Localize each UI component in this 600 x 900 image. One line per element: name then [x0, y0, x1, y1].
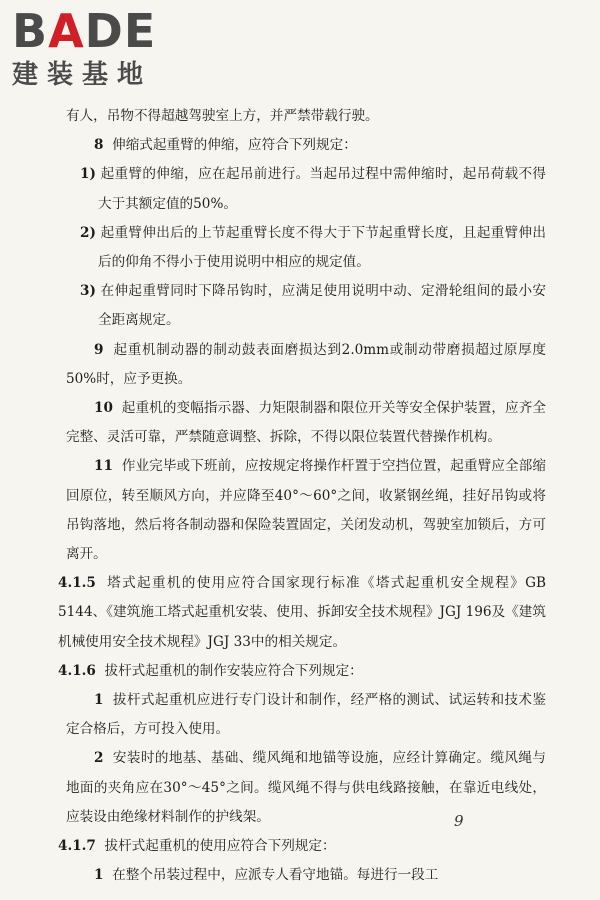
bade-logo	[12, 6, 187, 92]
document-body	[58, 102, 547, 890]
section-4-1-6: 4.1.6 拔杆式起重机的制作安装应符合下列规定：	[58, 662, 363, 679]
section-4-1-7: 4.1.7 拔杆式起重机的使用应符合下列规定：	[58, 838, 336, 855]
item-4-1-6-2: 2 安装时的地基、基础、缆风绳和地锚等设施，应经计算确定。缆风绳与地面的夹角应在30°～45°之间。缆风绳不得与供电线路接触，在靠近电线处，应装设由绝缘材料制作的护线架。	[66, 750, 546, 825]
item-11: 11 作业完毕或下班前，应按规定将操作杆置于空挡位置，起重臂应全部缩回原位，转至顺风方向，并应降至40°～60°之间，收紧钢丝绳，挂好吊钩或将吊钩落地，然后将各制动器和保险装置固定，关闭发动机，驾驶室加锁后，方可离开。	[66, 458, 546, 563]
page-number: 9	[454, 812, 464, 830]
item-4-1-7-1: 1 在整个吊装过程中，应派专人看守地锚。每进行一段工	[94, 867, 439, 884]
item-10: 10 起重机的变幅指示器、力矩限制器和限位开关等安全保护装置，应齐全完整、灵活可靠，严禁随意调整、拆除，不得以限位装置代替操作机构。	[66, 400, 546, 446]
sub-item-8-2: 2) 起重臂伸出后的上节起重臂长度不得大于下节起重臂长度，且起重臂伸出后的仰角不得小于使用说明中相应的规定值。	[80, 224, 547, 271]
sub-item-8-1: 1) 起重臂的伸缩，应在起吊前进行。当起吊过程中需伸缩时，起吊荷载不得大于其额定值的50%。	[80, 166, 547, 212]
item-4-1-6-1: 1 拔杆式起重机应进行专门设计和制作，经严格的测试、试运转和技术鉴定合格后，方可投入使用。	[66, 692, 546, 738]
paragraph-continuation: 有人，吊物不得超越驾驶室上方，并严禁带载行驶。	[66, 108, 379, 124]
section-4-1-5: 4.1.5 塔式起重机的使用应符合国家现行标准《塔式起重机安全规程》GB 5144、《建筑施工塔式起重机安装、使用、拆卸安全技术规程》JGJ 196及《建筑机械使用安全技术规程》JGJ 33中的相关规定。	[58, 575, 546, 650]
logo-wordmark: BADE	[12, 4, 157, 58]
sub-item-8-3: 3) 在伸起重臂同时下降吊钩时，应满足使用说明中动、定滑轮组间的最小安全距离规定。	[80, 283, 547, 329]
item-9: 9 起重机制动器的制动鼓表面磨损达到2.0mm或制动带磨损超过原厚度50%时，应予更换。	[66, 341, 546, 387]
item-8: 8 伸缩式起重臂的伸缩，应符合下列规定：	[94, 137, 357, 154]
logo-chinese-name: 建装基地	[12, 60, 153, 90]
